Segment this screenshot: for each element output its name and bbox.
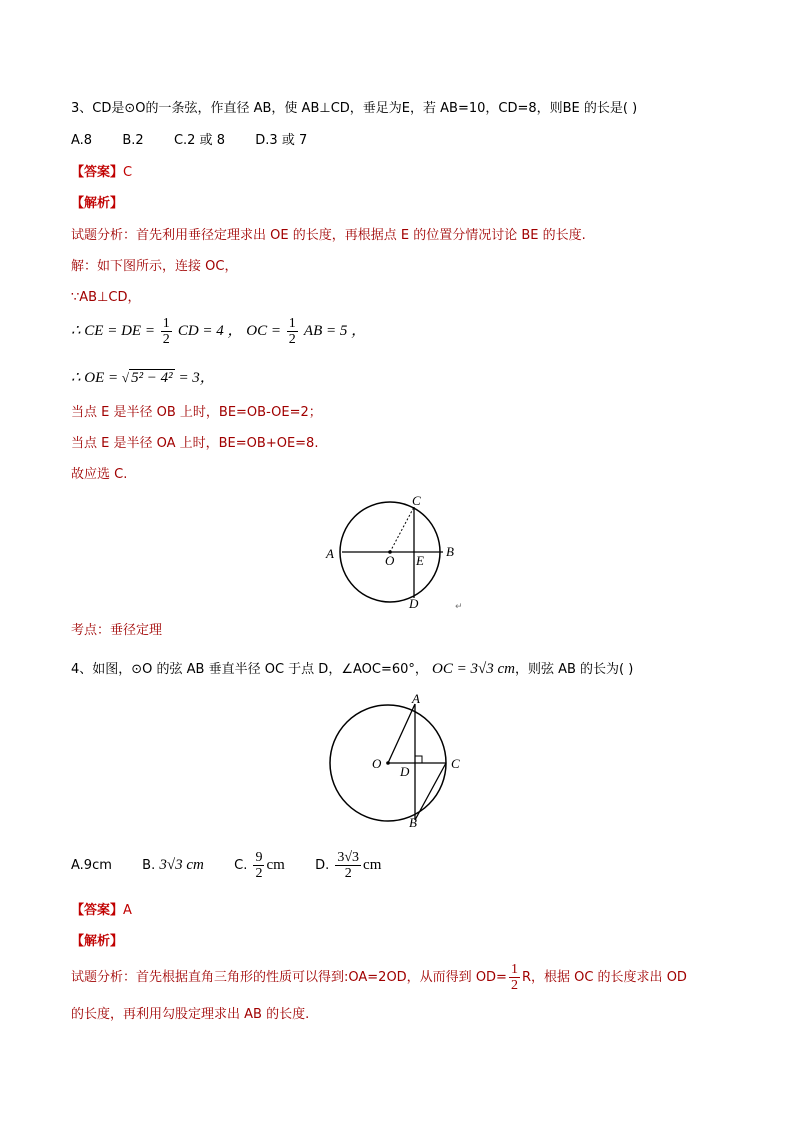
q4-option-c-unit: cm xyxy=(266,857,285,873)
return-mark-icon: ↵ xyxy=(455,602,463,612)
q3-f2-den: 2 xyxy=(288,332,296,347)
q4-options xyxy=(71,850,381,881)
q3-f2-num: 1 xyxy=(288,316,296,331)
q4-analysis-den: 2 xyxy=(510,978,518,993)
q4-analysis-line1 xyxy=(71,962,687,993)
q4-analysis-line2: 的长度，再利用勾股定理求出 AB 的长度. xyxy=(71,1007,310,1022)
q4-question xyxy=(71,660,633,679)
q4-segment-oa xyxy=(388,704,415,763)
q4-answer-value: A xyxy=(123,903,132,918)
q3-answer-label: 【答案】 xyxy=(71,165,124,180)
q3-conclusion: 故应选 C. xyxy=(71,467,128,482)
q4-analysis-label: 【解析】 xyxy=(71,934,124,949)
q3-answer xyxy=(71,164,132,182)
q3-oe-sqrt: √ 5² − 4² xyxy=(121,370,173,386)
q4-option-c-den: 2 xyxy=(255,866,263,881)
q4-answer-label: 【答案】 xyxy=(71,903,124,918)
q4-option-d-unit: cm xyxy=(363,857,382,873)
q4-label-c: C xyxy=(451,756,460,771)
q4-question-pre: 4、如图，⊙O 的弦 AB 垂直半径 OC 于点 D，∠AOC=60°， xyxy=(71,662,433,677)
q3-f1-frac xyxy=(161,316,172,347)
q4-center-point xyxy=(386,761,390,765)
q4-question-oc: OC = 3√3 cm xyxy=(432,661,515,677)
q3-analysis-label: 【解析】 xyxy=(71,196,124,211)
q4-option-c-frac xyxy=(253,850,264,881)
q3-option-c: C.2 或 8 xyxy=(173,133,225,148)
q3-label-e: E xyxy=(416,553,424,568)
q4-option-d xyxy=(315,850,381,881)
q3-option-b: B.2 xyxy=(122,133,144,148)
q4-label-b: B xyxy=(409,815,417,830)
q3-circle-figure xyxy=(320,490,470,620)
q3-label-b: B xyxy=(446,544,454,559)
q4-right-angle-mark xyxy=(415,756,422,763)
q3-case-2: 当点 E 是半径 OA 上时，BE=OB+OE=8. xyxy=(71,436,319,451)
q3-label-o: O xyxy=(385,553,395,568)
q3-option-a: A.8 xyxy=(71,133,93,148)
q3-oe-post: = 3， xyxy=(174,370,215,386)
q3-question: 3、CD是⊙O的一条弦，作直径 AB，使 AB⊥CD，垂足为E，若 AB=10，CD=8，则BE 的长是( ) xyxy=(71,101,638,116)
q3-oe-pre: ∴ OE = xyxy=(71,370,122,386)
q3-f1-den: 2 xyxy=(162,332,170,347)
q4-label-d: D xyxy=(400,764,410,779)
q3-formula-1 xyxy=(71,316,366,347)
q3-f1-pre: ∴ CE = DE = xyxy=(71,323,159,339)
q3-options xyxy=(71,132,307,150)
q4-segment-bc xyxy=(415,763,446,820)
q3-label-a: A xyxy=(326,546,334,561)
q3-formula-oe xyxy=(71,369,215,388)
q3-f2-post: AB = 5 ， xyxy=(303,323,367,339)
q4-option-b-prefix: B. xyxy=(142,858,160,873)
q4-analysis-num: 1 xyxy=(510,962,518,977)
q3-label-c: C xyxy=(412,493,421,508)
q4-option-d-num: 3√3 xyxy=(337,850,360,865)
q3-oe-radicand: 5² − 4² xyxy=(131,370,173,386)
q4-analysis-frac xyxy=(509,962,520,993)
q4-analysis-post: R，根据 OC 的长度求出 OD xyxy=(521,970,687,985)
q3-f2-frac xyxy=(287,316,298,347)
q3-f1-num: 1 xyxy=(162,316,170,331)
q4-option-c-num: 9 xyxy=(255,850,263,865)
q3-solution-perp: ∵AB⊥CD， xyxy=(71,290,141,305)
q4-option-d-prefix: D. xyxy=(315,858,334,873)
q4-option-b-value: 3√3 cm xyxy=(159,857,204,873)
q4-label-o: O xyxy=(372,756,382,771)
q3-segment-oc xyxy=(390,507,414,552)
q4-option-c-prefix: C. xyxy=(234,858,252,873)
q4-option-d-frac xyxy=(335,850,361,881)
q4-option-d-den: 2 xyxy=(344,866,352,881)
q3-answer-value: C xyxy=(123,165,133,180)
q3-label-d: D xyxy=(409,596,419,611)
q3-option-d: D.3 或 7 xyxy=(255,133,308,148)
q4-option-c xyxy=(234,850,285,881)
q4-circle-figure xyxy=(320,690,480,830)
q4-option-a: A.9cm xyxy=(71,857,112,873)
q4-answer xyxy=(71,902,132,920)
q4-analysis-pre: 试题分析：首先根据直角三角形的性质可以得到:OA=2OD，从而得到 OD= xyxy=(71,970,507,985)
q4-option-b xyxy=(142,856,204,875)
q3-analysis-text: 试题分析：首先利用垂径定理求出 OE 的长度，再根据点 E 的位置分情况讨论 BE 的长度. xyxy=(71,228,586,243)
q3-f1-post: CD = 4 ， OC = xyxy=(177,323,285,339)
q4-question-post: ，则弦 AB 的长为( ) xyxy=(514,662,634,677)
q4-label-a: A xyxy=(412,691,420,706)
q3-case-1: 当点 E 是半径 OB 上时，BE=OB-OE=2； xyxy=(71,405,322,420)
q3-solution-intro: 解：如下图所示，连接 OC， xyxy=(71,259,238,274)
q3-kaodian: 考点：垂径定理 xyxy=(71,623,163,638)
